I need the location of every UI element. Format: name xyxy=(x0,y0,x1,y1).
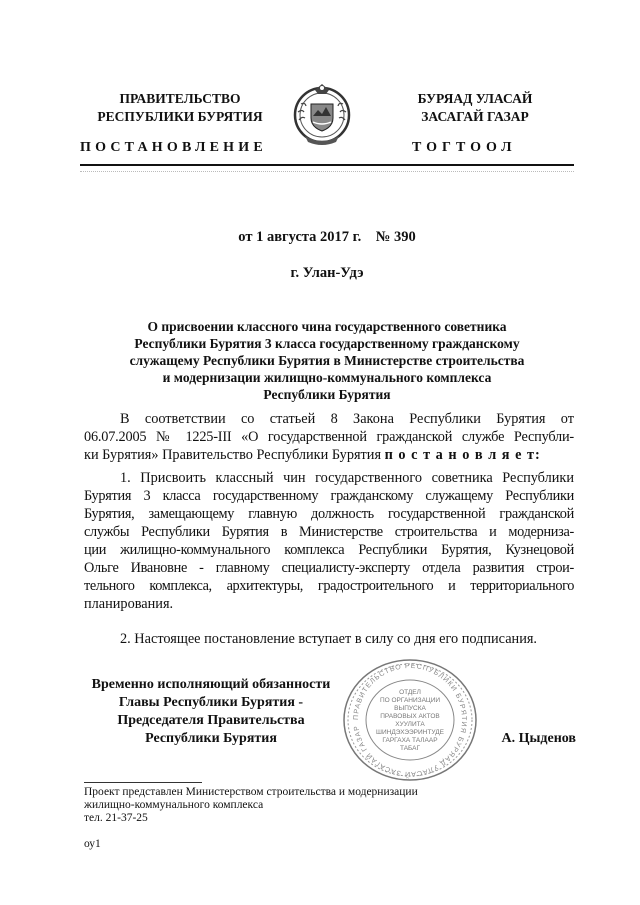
stamp-inner-text: ПО ОРГАНИЗАЦИИ xyxy=(379,697,441,704)
stamp-inner-text: ХУУЛИТА xyxy=(395,721,425,728)
signatory-line: Председателя Правительства xyxy=(117,713,305,728)
header-left-line2: РЕСПУБЛИКИ БУРЯТИЯ xyxy=(97,109,263,124)
stamp-inner-text: ШИНДЭХЭЭРИНТУДЕ xyxy=(376,729,444,736)
item-2-line: 2. Настоящее постановление вступает в силу со дня его подписания. xyxy=(120,631,537,647)
item-1-line: Бурятия 3 класса государственному гражданскому служащему Республики xyxy=(84,488,574,504)
footer-rule xyxy=(84,782,202,783)
official-seal-stamp-icon xyxy=(340,656,480,784)
decree-label-left: ПОСТАНОВЛЕНИЕ xyxy=(80,140,267,155)
decree-city: г. Улан-Удэ xyxy=(290,265,364,281)
preamble-paragraph xyxy=(84,410,574,464)
item-1-line: планирования. xyxy=(84,596,174,612)
coat-of-arms-emblem-icon xyxy=(291,82,353,146)
signatory-title xyxy=(80,676,342,748)
stamp-inner-text: ВЫПУСКА xyxy=(394,705,426,712)
preamble-line: В соответствии со статьей 8 Закона Республики Бурятия от xyxy=(120,411,574,427)
item-1-line: тельного комплекса, архитектуры, градостроительного и территориального xyxy=(84,578,574,594)
item-1-line: Ольге Ивановне - главному специалисту-эксперту отдела развития строи- xyxy=(84,560,574,576)
signatory-line: Республики Бурятия xyxy=(145,731,277,746)
signatory-line: Главы Республики Бурятия - xyxy=(118,695,304,710)
header-rule-dotted xyxy=(80,171,574,172)
footer-line: тел. 21-37-25 xyxy=(84,812,148,824)
header-right-line2: ЗАСАГАЙ ГАЗАР xyxy=(421,109,529,124)
signatory-line: Временно исполняющий обязанности xyxy=(91,677,331,692)
decree-title-line: Республики Бурятия xyxy=(263,387,391,402)
decree-label-right: ТОГТООЛ xyxy=(412,140,517,155)
item-1-line: 1. Присвоить классный чин государственного советника Республики xyxy=(120,470,574,486)
header-right xyxy=(380,90,570,126)
stamp-ring-text: ПРАВИТЕЛЬСТВО РЕСПУБЛИКИ БУРЯТИЯ БУРЯАД УЛАСАЙ ЗАСАГАЙ ГАЗАР xyxy=(352,662,468,778)
preamble-line: ки Бурятия» Правительство Республики Бурятия xyxy=(84,447,382,463)
decree-title-line: и модернизации жилищно-коммунального комплекса xyxy=(162,370,492,385)
decree-title xyxy=(80,318,574,403)
footer-line: жилищно-коммунального комплекса xyxy=(84,799,264,811)
decree-title-line: Республики Бурятия 3 класса государственному гражданскому xyxy=(134,336,520,351)
preamble-line: 06.07.2005 № 1225-III «О государственной гражданской службе Республи- xyxy=(84,429,574,445)
decree-title-line: служащему Республики Бурятия в Министерстве строительства xyxy=(129,353,525,368)
decree-date-number: от 1 августа 2017 г. № 390 xyxy=(238,229,416,245)
stamp-inner-text: ПРАВОВЫХ АКТОВ xyxy=(380,713,440,720)
preamble-line-last xyxy=(84,446,574,464)
footer-line: Проект представлен Министерством строительства и модернизации xyxy=(84,786,418,798)
stamp-inner-text: ТАБАГ xyxy=(399,745,421,752)
header-rule-thick xyxy=(80,164,574,166)
item-1-paragraph xyxy=(84,469,574,613)
footer-code: оу1 xyxy=(84,838,101,850)
item-1-line: Бурятия, замещающему главную должность государственной гражданской xyxy=(84,506,574,522)
header-left-line1: ПРАВИТЕЛЬСТВО xyxy=(119,91,241,106)
footer-note xyxy=(84,786,574,825)
item-1-line: службы Республики Бурятия в Министерстве строительства и модерниза- xyxy=(84,524,574,540)
header-right-line1: БУРЯАД УЛАСАЙ xyxy=(417,91,533,106)
item-1-line: ции жилищно-коммунального комплекса Республики Бурятия, Кузнецовой xyxy=(84,542,574,558)
decree-title-line: О присвоении классного чина государственного советника xyxy=(147,319,507,334)
stamp-inner-text: ГАРГАХА ТАЛААР xyxy=(382,737,438,744)
item-2-paragraph xyxy=(84,630,574,648)
resolves-word: п о с т а н о в л я е т: xyxy=(384,447,541,463)
header-left xyxy=(80,90,280,126)
signatory-name: А. Цыденов xyxy=(501,731,576,746)
stamp-inner-text: ОТДЕЛ xyxy=(399,689,421,696)
